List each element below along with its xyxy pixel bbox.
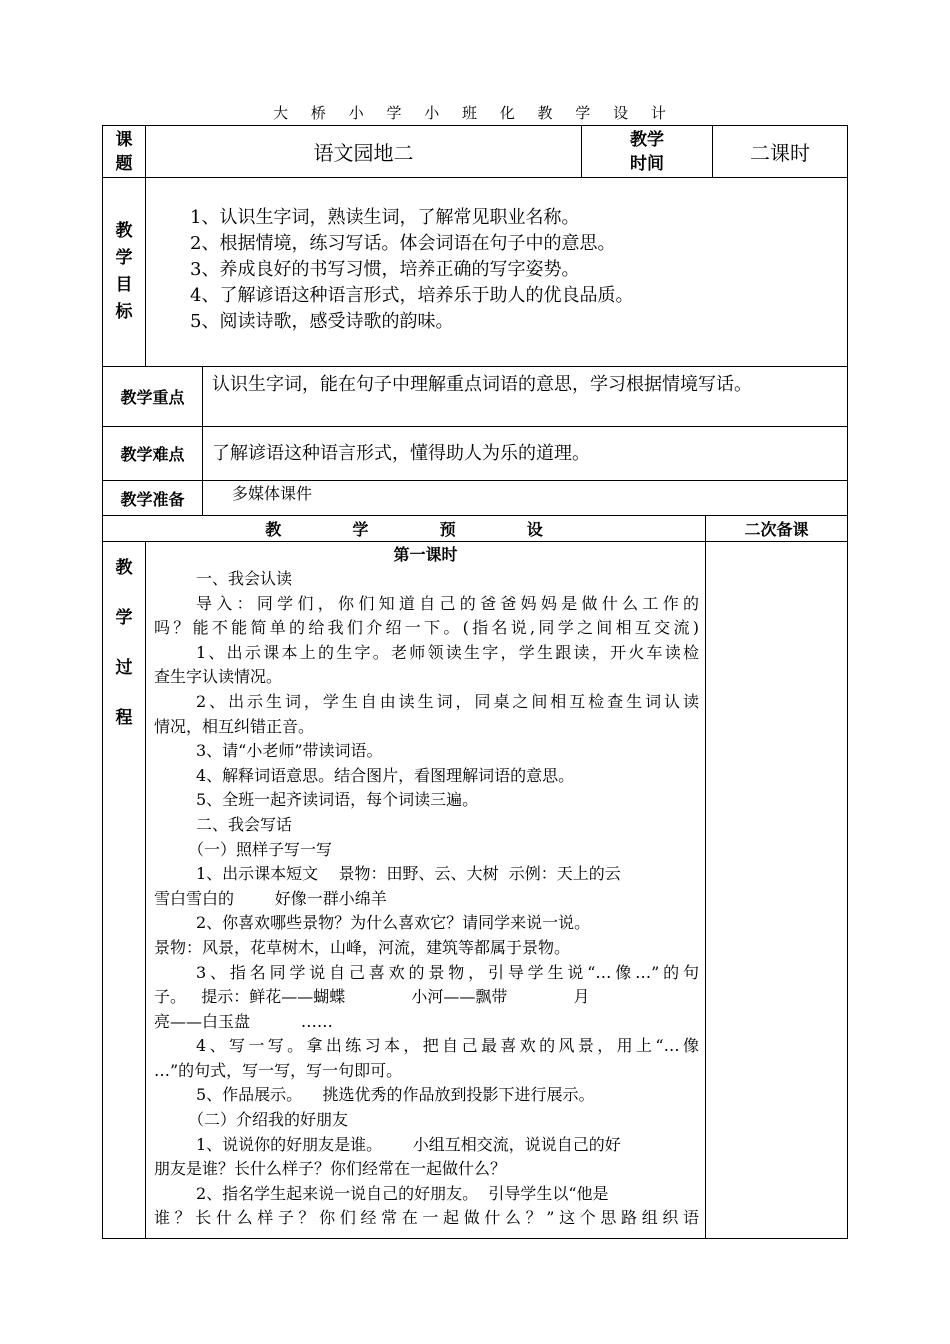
process-line: 1、说说你的好朋友是谁。 小组互相交流，说说自己的好 — [196, 1134, 621, 1154]
process-line: 5、全班一起齐读词语，每个词读三遍。 — [196, 790, 479, 810]
objective-item: 4、了解谚语这种语言形式，培养乐于助人的优良品质。 — [190, 285, 634, 306]
topic-value: 语文园地二 — [313, 141, 414, 165]
process-line: 景物：风景，花草树木，山峰，河流，建筑等都属于景物。 — [154, 937, 571, 957]
topic-label-text: 课题 — [115, 129, 133, 174]
process-line: 4、解释词语意思。结合图片，看图理解词语的意思。 — [196, 765, 575, 785]
process-label — [103, 543, 145, 743]
row-divider-4 — [102, 480, 848, 481]
time-value: 二课时 — [750, 141, 810, 165]
topic-label — [103, 126, 145, 177]
process-content — [154, 567, 699, 1231]
time-label — [582, 126, 712, 177]
difficulties-value: 了解谚语这种语言形式，懂得助人为乐的道理。 — [212, 443, 590, 464]
objective-item: 5、阅读诗歌，感受诗歌的韵味。 — [190, 311, 454, 332]
document-title: 大 桥 小 学 小 班 化 教 学 设 计 — [273, 104, 675, 122]
process-line: 5、作品展示。 挑选优秀的作品放到投影下进行展示。 — [196, 1085, 595, 1105]
process-line: 亮——白玉盘 …… — [154, 1011, 333, 1031]
row-divider-2 — [102, 366, 848, 367]
col-divider-label-lower — [202, 366, 203, 516]
difficulties-label: 教学难点 — [120, 445, 185, 464]
process-line: 3、请“小老师”带读词语。 — [196, 741, 383, 761]
process-line: 一、我会认读 — [196, 569, 293, 588]
objective-item: 3、养成良好的书写习惯，培养正确的写字姿势。 — [190, 259, 580, 280]
row-divider-3 — [102, 426, 848, 427]
table-border-right — [847, 125, 848, 1239]
process-line: 雪白雪白的 好像一群小绵羊 — [154, 888, 387, 908]
key-points-label: 教学重点 — [120, 388, 185, 407]
lesson-title: 第一课时 — [393, 545, 458, 564]
key-points-value: 认识生字词，能在句子中理解重点词语的意思，学习根据情境写话。 — [212, 374, 752, 395]
process-line: 2、出示生词，学生自由读生词，同桌之间相互检查生词认读 — [196, 691, 699, 711]
preparation-value: 多媒体课件 — [232, 484, 313, 503]
table-border-bottom — [102, 1238, 848, 1239]
process-line: 2、你喜欢哪些景物？为什么喜欢它？请同学来说一说。 — [196, 913, 591, 933]
process-line: （二）介绍我的好朋友 — [188, 1110, 349, 1130]
objectives-list — [190, 205, 840, 335]
objectives-label — [103, 178, 145, 366]
process-line: 查生字认读情况。 — [154, 667, 283, 687]
process-line: 1、出示课本短文 景物：田野、云、大树 示例：天上的云 — [196, 864, 621, 884]
objective-item: 1、认识生字词，熟读生词，了解常见职业名称。 — [190, 207, 580, 228]
process-line: 朋友是谁？长什么样子？你们经常在一起做什么？ — [154, 1159, 507, 1179]
objective-item: 2、根据情境，练习写话。体会词语在句子中的意思。 — [190, 233, 616, 254]
row-divider-6 — [102, 541, 848, 542]
time-label-text: 教学时间 — [630, 129, 664, 174]
preparation-label: 教学准备 — [120, 489, 185, 509]
col-divider-process-label — [145, 541, 146, 1239]
process-line: 谁？长什么样子？你们经常在一起做什么？”这个思路组织语 — [154, 1208, 699, 1228]
process-line: 子。 提示：鲜花——蝴蝶 小河——飘带 月 — [154, 987, 590, 1007]
process-line: 2、指名学生起来说一说自己的好朋友。 引导学生以“他是 — [196, 1183, 609, 1203]
row-divider-1 — [102, 177, 848, 178]
process-line: （一）照样子写一写 — [188, 839, 333, 859]
process-line: 吗？能不能简单的给我们介绍一下。(指名说,同学之间相互交流) — [154, 618, 699, 638]
process-line: 情况，相互纠错正音。 — [154, 716, 315, 736]
secondary-header: 二次备课 — [744, 520, 809, 539]
process-line: 二、我会写话 — [196, 814, 293, 834]
preset-header: 教 学 预 设 — [265, 520, 543, 539]
process-line: 1、出示课本上的生字。老师领读生字，学生跟读，开火车读检 — [196, 642, 699, 662]
process-line: 3、指名同学说自己喜欢的景物，引导学生说“…像…”的句 — [196, 962, 699, 982]
process-label-text: 教学过程 — [115, 558, 133, 728]
process-line: 导入：同学们，你们知道自己的爸爸妈妈是做什么工作的 — [196, 593, 699, 613]
process-line: 4、写一写。拿出练习本，把自己最喜欢的风景，用上“…像 — [196, 1036, 699, 1056]
col-divider-secondary — [705, 515, 706, 1239]
objectives-label-text: 教学目标 — [115, 221, 133, 322]
process-line: …”的句式，写一写，写一句即可。 — [154, 1060, 403, 1080]
